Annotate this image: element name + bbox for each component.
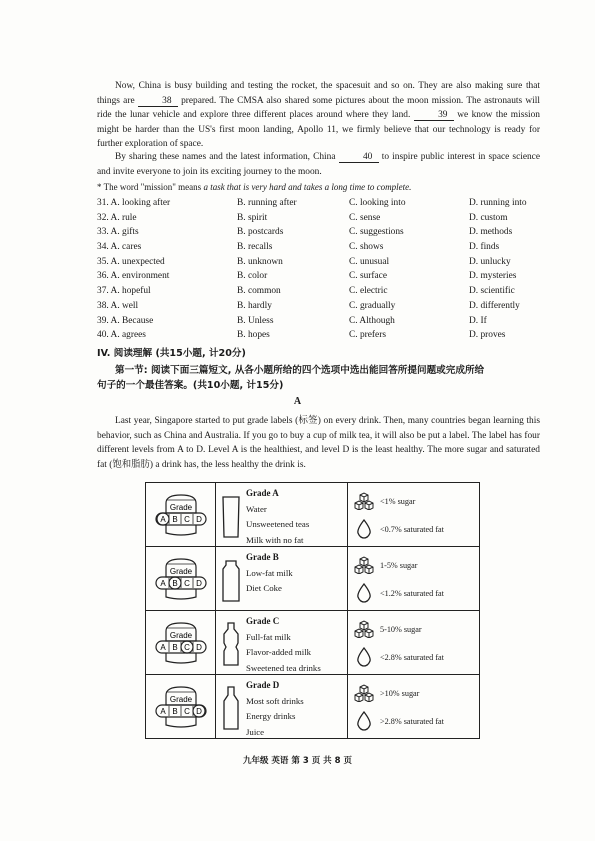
drink-example: Water	[246, 503, 267, 514]
fat-drop-icon	[354, 711, 374, 731]
svg-text:B: B	[172, 643, 178, 652]
reading-passage-a: Last year, Singapore started to put grade labels (标签) on every drink. Then, many countries began learning this behavior, such as China and Australia. If you go to buy a cup of milk tea, it will also be put a label. The label has four different levels from A to D. Level A is the healthiest, and level D is the least healthy. The more sugar and saturated fat (饱和脂肪) a drink has, the less healthy the drink is.	[97, 416, 540, 470]
sugar-limit: 5-10% sugar	[380, 624, 422, 634]
svg-text:Grade: Grade	[169, 567, 193, 576]
option-text: 38. A. well	[97, 300, 139, 311]
option-text: B. hardly	[237, 300, 272, 311]
svg-text:C: C	[184, 579, 190, 588]
option-text: B. hopes	[237, 330, 270, 341]
option-text: D. If	[469, 315, 487, 326]
answer-blank: 38	[138, 96, 178, 107]
option-text: B. running after	[237, 198, 297, 208]
svg-text:A: A	[160, 643, 166, 652]
drink-example: Low-fat milk	[246, 567, 293, 578]
passage-text: to inspire public interest in space science and invite everyone to join its exciting journey to the moon.	[97, 152, 541, 177]
option-text: B. common	[237, 286, 281, 297]
option-text: D. finds	[469, 242, 500, 253]
grade-row	[146, 675, 480, 739]
option-text: 31. A. looking after	[97, 198, 171, 208]
drink-example: Unsweetened teas	[246, 519, 310, 529]
svg-text:Grade: Grade	[169, 503, 193, 512]
sugar-cubes-icon	[354, 620, 374, 638]
passage-paragraph-2	[97, 150, 540, 179]
passage-text: By sharing these names and the latest information, China	[115, 152, 339, 162]
question-options-row	[97, 196, 545, 211]
fat-drop-icon	[354, 519, 374, 539]
svg-text:C: C	[184, 643, 190, 652]
option-text: C. electric	[349, 286, 388, 297]
option-text: C. sense	[349, 212, 381, 223]
svg-text:B: B	[172, 579, 178, 588]
option-text: C. shows	[349, 242, 384, 253]
bottle-icon	[220, 621, 242, 669]
grade-row	[146, 611, 480, 675]
note-prefix: * The word "mission" means	[97, 182, 204, 192]
sugar-limit: >10% sugar	[380, 688, 420, 698]
option-text: C. gradually	[349, 300, 396, 311]
option-text: C. Although	[349, 315, 395, 326]
question-options-row	[97, 299, 545, 314]
question-options-row	[97, 328, 545, 343]
bottle-icon	[220, 493, 242, 541]
sugar-limit: <1% sugar	[380, 496, 416, 506]
option-text: D. unlucky	[469, 256, 511, 267]
sugar-cubes-icon	[354, 492, 374, 510]
fat-limit: <0.7% saturated fat	[380, 524, 444, 534]
vocabulary-note	[97, 180, 540, 195]
grade-heading: Grade C	[246, 616, 280, 626]
svg-text:D: D	[196, 515, 202, 524]
fat-drop-icon	[354, 583, 374, 603]
option-text: B. postcards	[237, 227, 284, 238]
option-text: C. surface	[349, 271, 388, 282]
drink-example: Milk with no fat	[246, 534, 304, 545]
answer-blank: 39	[414, 110, 454, 121]
drink-example: Most soft drinks	[246, 695, 304, 706]
option-text: D. differently	[469, 300, 520, 311]
option-text: C. prefers	[349, 330, 386, 341]
option-text: B. spirit	[237, 212, 268, 223]
svg-text:C: C	[184, 515, 190, 524]
svg-text:D: D	[196, 579, 202, 588]
section-title: IV. 阅读理解 (共15小题, 计20分)	[97, 348, 246, 359]
question-options-row	[97, 211, 545, 226]
svg-text:D: D	[196, 707, 202, 716]
svg-text:B: B	[172, 515, 178, 524]
note-definition: a task that is very hard and takes a long time to complete.	[203, 182, 412, 192]
drink-example: Sweetened tea drinks	[246, 662, 321, 673]
passage-text: prepared. The CMSA also shared some pictures about the moon mission. The astronauts will ride the lunar vehicle and explore three different places around where they land.	[97, 95, 540, 121]
section-instruction-2: 句子的一个最佳答案。(共10小题, 计15分)	[97, 380, 284, 391]
drink-example: Full-fat milk	[246, 631, 291, 642]
option-text: B. Unless	[237, 315, 274, 326]
option-text: D. proves	[469, 330, 506, 341]
svg-text:A: A	[160, 515, 166, 524]
option-text: D. scientific	[469, 286, 515, 297]
question-options-row	[97, 240, 545, 255]
grade-badge-icon	[154, 619, 208, 665]
question-options-row	[97, 284, 545, 299]
svg-text:Grade: Grade	[169, 695, 193, 704]
grade-heading: Grade A	[246, 488, 279, 498]
option-text: D. mysteries	[469, 271, 517, 282]
grade-badge-icon	[154, 683, 208, 729]
fat-drop-icon	[354, 647, 374, 667]
svg-text:A: A	[160, 579, 166, 588]
fat-limit: <2.8% saturated fat	[380, 652, 444, 662]
fat-limit: >2.8% saturated fat	[380, 716, 444, 726]
page-footer: 九年级 英语 第 3 页 共 8 页	[242, 756, 353, 766]
option-text: 33. A. gifts	[97, 227, 139, 238]
option-text: C. looking into	[349, 198, 406, 208]
grade-badge-icon	[154, 491, 208, 537]
answer-options	[97, 196, 545, 343]
drink-example: Juice	[246, 726, 265, 737]
passage-text: Now, China is busy building and testing the rocket, the spacesuit and so on. They are also making sure that things are	[97, 81, 540, 106]
option-text: 34. A. cares	[97, 242, 142, 253]
option-text: B. recalls	[237, 242, 273, 253]
drink-example: Diet Coke	[246, 583, 282, 593]
bottle-icon	[220, 685, 242, 733]
drink-example: Flavor-added milk	[246, 647, 312, 657]
option-text: D. custom	[469, 212, 508, 223]
sugar-limit: 1-5% sugar	[380, 560, 418, 570]
grade-row	[146, 547, 480, 611]
option-text: 39. A. Because	[97, 315, 154, 326]
svg-text:C: C	[184, 707, 190, 716]
sugar-cubes-icon	[354, 684, 374, 702]
option-text: 37. A. hopeful	[97, 286, 151, 297]
svg-text:A: A	[160, 707, 166, 716]
question-options-row	[97, 225, 545, 240]
drink-example: Energy drinks	[246, 711, 296, 721]
question-options-row	[97, 269, 545, 284]
option-text: 36. A. environment	[97, 271, 170, 282]
passage-text: we know the mission might be harder than the US's first moon landing, Apollo 11, we firmly believe that our technology is ready for further exploration of space.	[97, 110, 540, 150]
option-text: B. color	[237, 271, 268, 282]
svg-text:B: B	[172, 707, 178, 716]
option-text: D. methods	[469, 227, 513, 238]
svg-text:Grade: Grade	[169, 631, 193, 640]
passage-letter: A	[293, 396, 302, 407]
option-text: C. unusual	[349, 256, 390, 267]
grade-heading: Grade B	[246, 552, 279, 562]
answer-blank: 40	[339, 152, 379, 163]
option-text: 35. A. unexpected	[97, 256, 165, 267]
option-text: B. unknown	[237, 256, 283, 267]
option-text: C. suggestions	[349, 227, 404, 238]
question-options-row	[97, 314, 545, 329]
option-text: 32. A. rule	[97, 212, 137, 223]
svg-text:D: D	[196, 643, 202, 652]
section-instruction-1: 第一节: 阅读下面三篇短文, 从各小题所给的四个选项中选出能回答所提问题或完成所给	[115, 365, 485, 376]
grade-heading: Grade D	[246, 680, 280, 690]
fat-limit: <1.2% saturated fat	[380, 588, 444, 598]
question-options-row	[97, 255, 545, 270]
option-text: 40. A. agrees	[97, 330, 146, 341]
option-text: D. running into	[469, 198, 527, 208]
grade-badge-icon	[154, 555, 208, 601]
bottle-icon	[220, 557, 242, 605]
passage-paragraph-1	[97, 79, 540, 152]
grade-row	[146, 483, 480, 547]
sugar-cubes-icon	[354, 556, 374, 574]
drink-grade-table	[145, 482, 480, 739]
